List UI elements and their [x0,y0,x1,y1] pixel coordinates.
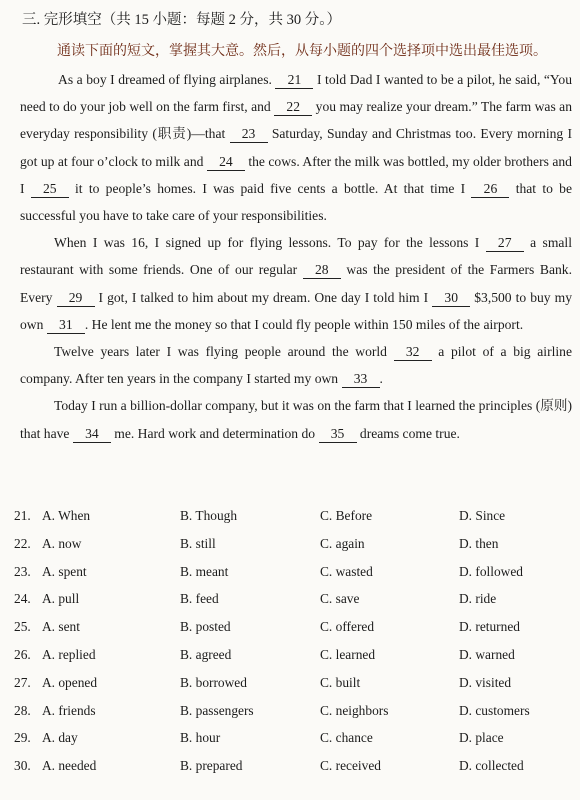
option-b[interactable]: B. borrowed [180,674,247,690]
option-d[interactable]: D. Since [459,508,506,523]
section-heading: 三. 完形填空（共 15 小题：每题 2 分，共 30 分。） [22,12,341,28]
question-row [14,758,574,786]
question-number: 23. [14,563,31,579]
passage-text: I told Dad I wanted to be a pilot, he said, “You need to do your job well on the farm first, and [20,72,572,115]
question-row [14,591,574,619]
cloze-passage [20,66,572,447]
paragraph-1 [20,66,572,229]
passage-text: Twelve years later I was flying people around the world [54,344,387,360]
question-number: 22. [14,535,31,551]
paragraph-4 [20,392,572,446]
question-number: 21. [14,508,31,523]
question-row [14,619,574,647]
question-number: 28. [14,702,31,718]
blank-23[interactable]: 23 [230,126,268,143]
option-c[interactable]: C. neighbors [320,702,389,718]
blank-26[interactable]: 26 [471,181,509,198]
blank-24[interactable]: 24 [207,154,245,171]
question-row [14,647,574,675]
paragraph-3 [20,338,572,392]
passage-text: it to people’s homes. I was paid five cents a bottle. At that time I [75,180,466,196]
option-c[interactable]: C. wasted [320,563,373,579]
option-d[interactable]: D. returned [459,619,520,635]
option-a[interactable]: A. day [42,730,78,746]
question-number: 30. [14,758,31,774]
question-row [14,536,574,564]
question-row [14,675,574,703]
passage-text: Saturday, Sunday and Christmas too. Every morning I got up at four o’clock to milk and [20,126,572,169]
question-number: 27. [14,674,31,690]
option-a[interactable]: A. opened [42,674,98,690]
option-c[interactable]: C. Before [320,508,373,523]
option-b[interactable]: B. still [180,535,216,551]
question-number: 24. [14,591,31,607]
option-c[interactable]: C. built [320,674,361,690]
blank-27[interactable]: 27 [486,235,524,252]
passage-text: Today I run a billion-dollar company, but it was on the farm that I learned the principles (原则) that have [20,398,572,441]
option-b[interactable]: B. feed [180,591,219,607]
option-c[interactable]: C. offered [320,619,375,635]
option-a[interactable]: A. now [42,535,82,551]
option-a[interactable]: A. spent [42,563,87,579]
question-row [14,703,574,731]
option-d[interactable]: D. visited [459,674,512,690]
option-a[interactable]: A. replied [42,646,96,662]
option-c[interactable]: C. again [320,535,365,551]
passage-text: I got, I talked to him about my dream. One day I told him I [98,289,429,305]
blank-32[interactable]: 32 [394,344,432,361]
passage-text: the cows. After the milk was bottled, my older brothers and I [20,153,572,196]
passage-text: dreams come true. [359,425,460,441]
passage-text: a pilot of a big airline company. After ten years in the company I started my own [20,344,572,387]
passage-text: . He lent me the money so that I could fly people within 150 miles of the airport. [84,316,524,332]
option-d[interactable]: D. then [459,535,499,551]
option-c[interactable]: C. save [320,591,360,607]
blank-35[interactable]: 35 [319,426,357,443]
option-b[interactable]: B. hour [180,730,221,746]
option-d[interactable]: D. customers [459,702,530,718]
option-b[interactable]: B. agreed [180,646,232,662]
option-b[interactable]: B. Though [180,508,238,523]
passage-text: me. Hard work and determination do [114,425,316,441]
passage-text: $3,500 to buy my own [20,289,573,332]
option-d[interactable]: D. ride [459,591,497,607]
blank-22[interactable]: 22 [274,99,312,116]
question-row [14,564,574,592]
option-d[interactable]: D. collected [459,758,524,774]
blank-25[interactable]: 25 [31,181,69,198]
blank-30[interactable]: 30 [432,290,470,307]
option-d[interactable]: D. warned [459,646,515,662]
option-c[interactable]: C. learned [320,646,376,662]
question-row [14,508,574,536]
option-b[interactable]: B. posted [180,619,231,635]
passage-text: you may realize your dream.” The farm was an everyday responsibility (职责)—that [20,99,573,142]
instruction-text: 通读下面的短文，掌握其大意。然后，从每小题的四个选择项中选出最佳选项。 [57,44,547,59]
option-d[interactable]: D. place [459,730,504,746]
option-b[interactable]: B. meant [180,563,229,579]
blank-33[interactable]: 33 [342,371,380,388]
passage-text: When I was 16, I signed up for flying lessons. To pay for the lessons I [54,235,480,251]
question-number: 29. [14,730,31,746]
option-a[interactable]: A. needed [42,758,97,774]
blank-28[interactable]: 28 [303,262,341,279]
blank-34[interactable]: 34 [73,426,111,443]
option-a[interactable]: A. pull [42,591,80,607]
option-c[interactable]: C. chance [320,730,373,746]
option-b[interactable]: B. prepared [180,758,243,774]
option-d[interactable]: D. followed [459,563,523,579]
passage-text: was the president of the Farmers Bank. Every [20,262,572,305]
option-c[interactable]: C. received [320,758,381,774]
passage-text: . [379,371,383,387]
option-a[interactable]: A. sent [42,619,80,635]
passage-text: that to be successful you have to take care of your responsibilities. [20,180,572,224]
paragraph-2 [20,229,572,338]
question-number: 25. [14,619,31,635]
blank-21[interactable]: 21 [275,72,313,89]
option-a[interactable]: A. friends [42,702,96,718]
passage-text: a small restaurant with some friends. One of our regular [20,235,572,278]
option-b[interactable]: B. passengers [180,702,254,718]
options-list [14,508,574,786]
blank-29[interactable]: 29 [57,290,95,307]
question-row [14,730,574,758]
passage-text: As a boy I dreamed of flying airplanes. [58,72,272,87]
option-a[interactable]: A. When [42,508,91,523]
question-number: 26. [14,646,31,662]
blank-31[interactable]: 31 [47,317,85,334]
